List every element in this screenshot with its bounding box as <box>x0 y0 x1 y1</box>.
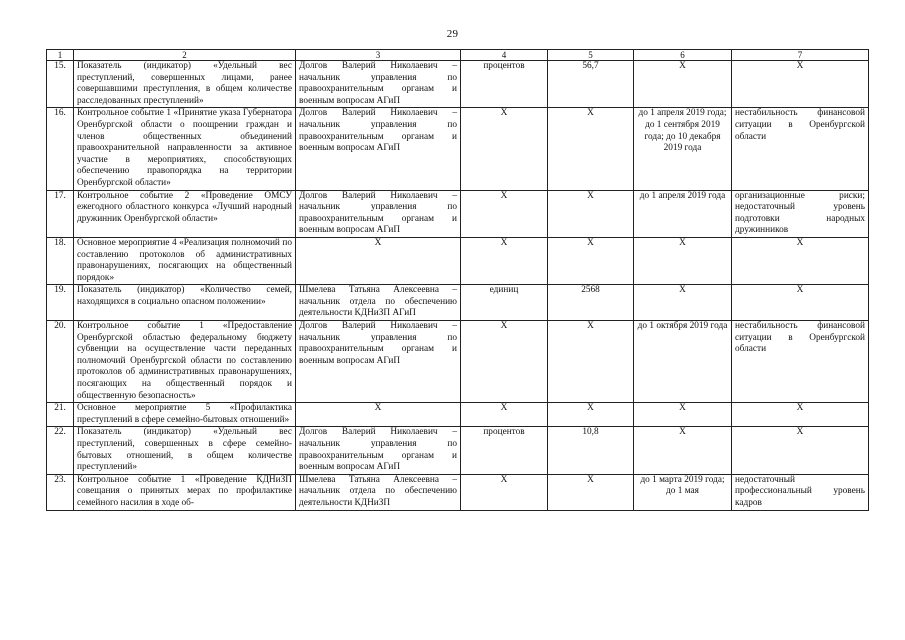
table-row <box>47 285 869 321</box>
value-cell: Х <box>548 237 634 284</box>
item-name: Контрольное событие 1 «Принятие указа Губернатора Оренбургской области о поощрении граждан и членов общественных объединений правоохранительной направленности за активное участие в мероприятиях, способствующих обеспечению правопорядка на территории Оренбургской области» <box>74 108 296 190</box>
unit-cell: Х <box>461 403 548 427</box>
responsible-person: Х <box>296 403 461 427</box>
column-number: 3 <box>296 50 461 61</box>
value-cell: Х <box>548 321 634 403</box>
item-name: Показатель (индикатор) «Удельный вес преступлений, совершенных лицами, ранее совершавшими преступления, в общем количестве расследованных преступлений» <box>74 61 296 108</box>
deadline-cell: Х <box>634 237 732 284</box>
value-cell: Х <box>548 403 634 427</box>
value-cell: Х <box>548 474 634 510</box>
unit-cell: Х <box>461 190 548 237</box>
deadline-cell: до 1 октября 2019 года <box>634 321 732 403</box>
risk-cell: Х <box>732 285 869 321</box>
deadline-cell: Х <box>634 61 732 108</box>
unit-cell: единиц <box>461 285 548 321</box>
row-number: 19. <box>47 285 74 321</box>
table-row <box>47 474 869 510</box>
unit-cell: Х <box>461 321 548 403</box>
plan-table <box>46 49 869 511</box>
responsible-person: Долгов Валерий Николаевич – начальник управления по правоохранительным органам и военным вопросам АГиП <box>296 321 461 403</box>
row-number: 21. <box>47 403 74 427</box>
column-number: 1 <box>47 50 74 61</box>
deadline-cell: до 1 апреля 2019 года; до 1 сентября 2019 года; до 10 декабря 2019 года <box>634 108 732 190</box>
unit-cell: Х <box>461 474 548 510</box>
column-number: 7 <box>732 50 869 61</box>
row-number: 20. <box>47 321 74 403</box>
responsible-person: Долгов Валерий Николаевич – начальник управления по правоохранительным органам и военным вопросам АГиП <box>296 108 461 190</box>
responsible-person: Шмелева Татьяна Алексеевна – начальник отдела по обеспечению деятельности КДНиЗП АГиП <box>296 285 461 321</box>
row-number: 18. <box>47 237 74 284</box>
item-name: Основное мероприятие 4 «Реализация полномочий по составлению протоколов об административных правонарушениях, посягающих на общественный порядок» <box>74 237 296 284</box>
value-cell: 56,7 <box>548 61 634 108</box>
table-row <box>47 108 869 190</box>
responsible-person: Долгов Валерий Николаевич – начальник управления по правоохранительным органам и военным вопросам АГиП <box>296 190 461 237</box>
risk-cell: нестабильность финансовой ситуации в Оренбургской области <box>732 108 869 190</box>
table-row <box>47 427 869 474</box>
deadline-cell: Х <box>634 403 732 427</box>
responsible-person: Х <box>296 237 461 284</box>
unit-cell: Х <box>461 237 548 284</box>
risk-cell: недостаточный профессиональный уровень кадров <box>732 474 869 510</box>
unit-cell: процентов <box>461 427 548 474</box>
unit-cell: Х <box>461 108 548 190</box>
column-number: 6 <box>634 50 732 61</box>
column-number: 4 <box>461 50 548 61</box>
column-number-row <box>47 50 869 61</box>
row-number: 17. <box>47 190 74 237</box>
deadline-cell: Х <box>634 285 732 321</box>
item-name: Основное мероприятие 5 «Профилактика преступлений в сфере семейно-бытовых отношений» <box>74 403 296 427</box>
table-row <box>47 190 869 237</box>
value-cell: Х <box>548 108 634 190</box>
item-name: Показатель (индикатор) «Количество семей, находящихся в социально опасном положении» <box>74 285 296 321</box>
risk-cell: организационные риски; недостаточный уровень подготовки народных дружинников <box>732 190 869 237</box>
item-name: Контрольное событие 2 «Проведение ОМСУ ежегодного областного конкурса «Лучший народный дружинник Оренбургской области» <box>74 190 296 237</box>
responsible-person: Долгов Валерий Николаевич – начальник управления по правоохранительным органам и военным вопросам АГиП <box>296 427 461 474</box>
row-number: 16. <box>47 108 74 190</box>
responsible-person: Долгов Валерий Николаевич – начальник управления по правоохранительным органам и военным вопросам АГиП <box>296 61 461 108</box>
row-number: 22. <box>47 427 74 474</box>
risk-cell: Х <box>732 403 869 427</box>
row-number: 23. <box>47 474 74 510</box>
risk-cell: Х <box>732 237 869 284</box>
item-name: Контрольное событие 1 «Проведение КДНиЗП совещания о принятых мерах по профилактике семейного насилия в ходе об- <box>74 474 296 510</box>
responsible-person: Шмелева Татьяна Алексеевна – начальник отдела по обеспечению деятельности КДНиЗП <box>296 474 461 510</box>
column-number: 2 <box>74 50 296 61</box>
value-cell: Х <box>548 190 634 237</box>
item-name: Показатель (индикатор) «Удельный вес преступлений, совершенных в сфере семейно-бытовых отношений, в общем количестве преступлений» <box>74 427 296 474</box>
deadline-cell: Х <box>634 427 732 474</box>
deadline-cell: до 1 апреля 2019 года <box>634 190 732 237</box>
value-cell: 10,8 <box>548 427 634 474</box>
column-number: 5 <box>548 50 634 61</box>
unit-cell: процентов <box>461 61 548 108</box>
page-number: 29 <box>446 28 459 40</box>
risk-cell: Х <box>732 427 869 474</box>
table-row <box>47 403 869 427</box>
risk-cell: нестабильность финансовой ситуации в Оренбургской области <box>732 321 869 403</box>
risk-cell: Х <box>732 61 869 108</box>
row-number: 15. <box>47 61 74 108</box>
item-name: Контрольное событие 1 «Предоставление Оренбургской областью федеральному бюджету субвенции на осуществление части переданных полномочий Оренбургской области по составлению протоколов об административных правонарушениях, посягающих на общественный порядок и общественную безопасность» <box>74 321 296 403</box>
deadline-cell: до 1 марта 2019 года; до 1 мая <box>634 474 732 510</box>
table-row <box>47 321 869 403</box>
table-row <box>47 237 869 284</box>
value-cell: 2568 <box>548 285 634 321</box>
table-row <box>47 61 869 108</box>
